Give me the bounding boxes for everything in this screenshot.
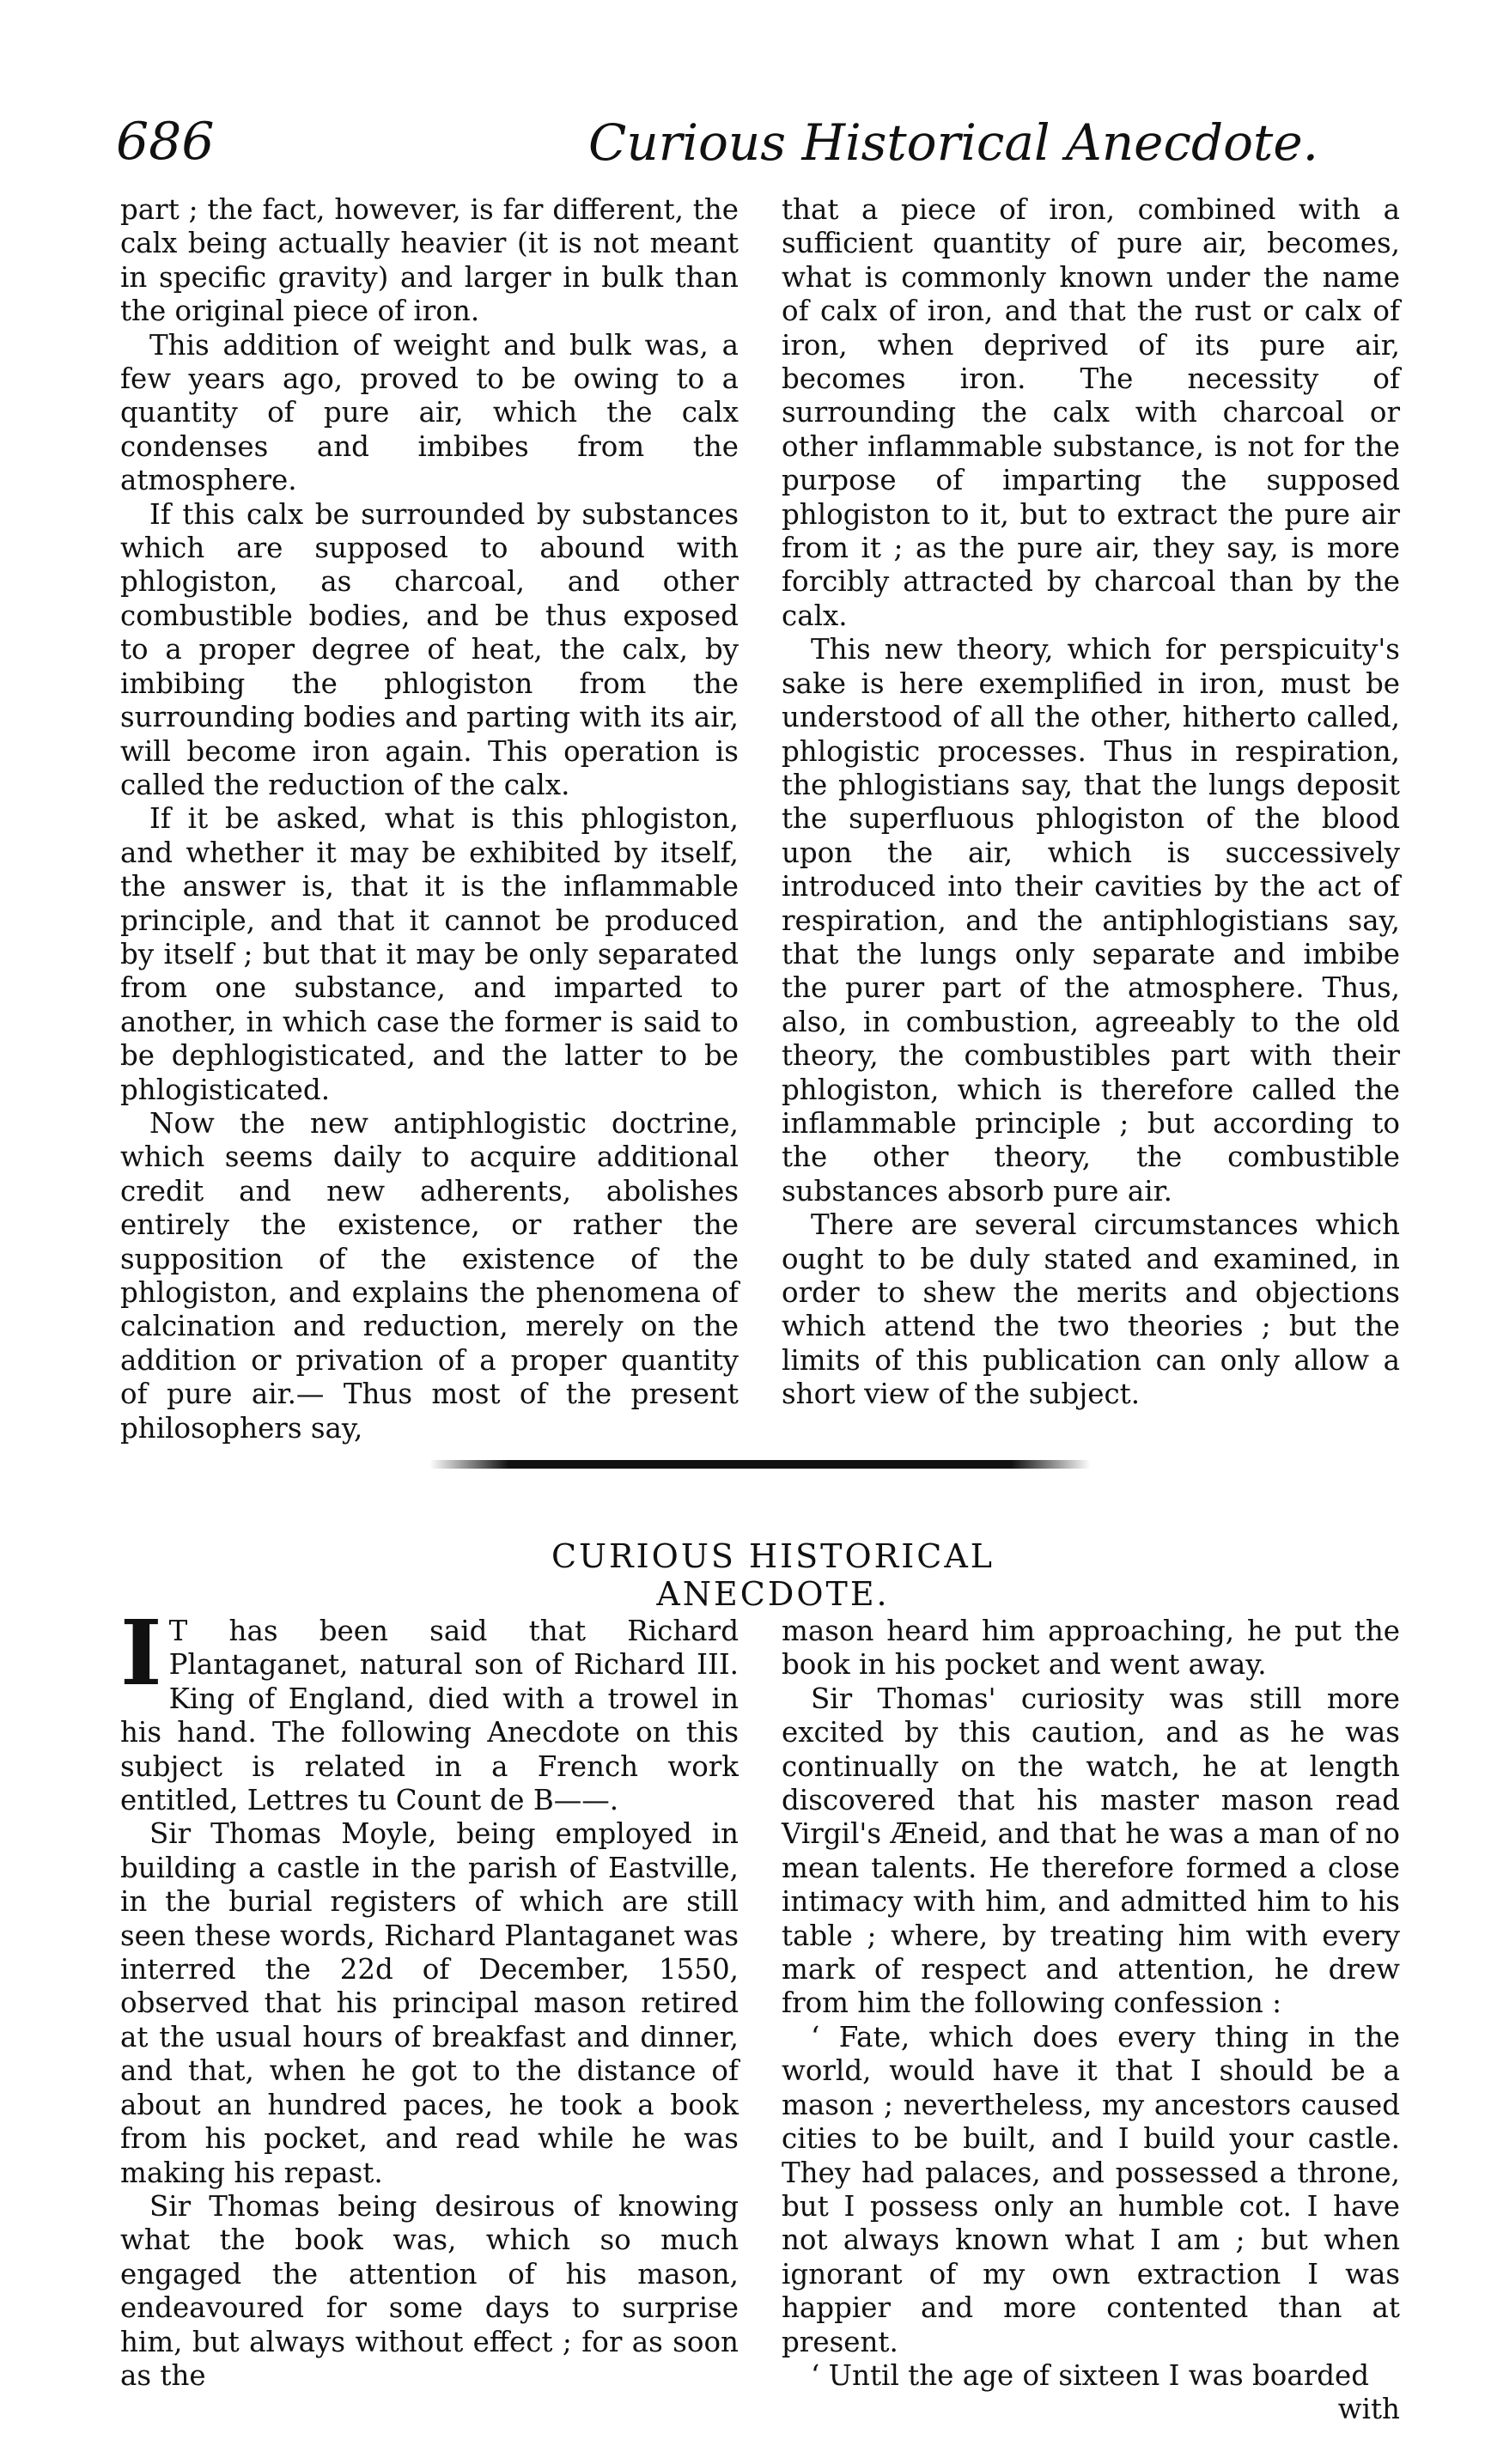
section-heading: CURIOUS HISTORICAL ANECDOTE. [551,1537,995,1613]
paragraph: There are several circumstances which ought to be duly stated and examined, in order to shew the merits and objections which attend the two theories ; but the limits of this publication can only allow a short view of the subject. [782,1208,1400,1411]
paragraph: If this calx be surrounded by substances which are supposed to abound with phlogiston, as charcoal, and other combustible bodies, and be thus exposed to a proper degree of heat, the calx, by imbibing the phlogiston from the surrounding bodies and parting with its air, will become iron again. This operation is called the reduction of the calx. [120,497,739,801]
section-divider-rule [429,1460,1091,1469]
catchword: with [1337,2393,1400,2426]
page-number: 686 [116,112,215,172]
paragraph: Sir Thomas Moyle, being employed in building a castle in the parish of Eastville, in the burial registers of which are still seen these words, Richard Plantaganet was interred the 22d of December, 1550, observed that his principal mason retired at the usual hours of breakfast and dinner, and that, when he got to the distance of about an hundred paces, he took a book from his pocket, and read while he was making his repast. [120,1817,739,2189]
paragraph: This addition of weight and bulk was, a few years ago, proved to be owing to a quantity of pure air, which the calx condenses and imbibes from the atmosphere. [120,328,739,497]
paragraph: This new theory, which for perspicuity's sake is here exemplified in iron, must be understood of all the other, hitherto called, phlogistic processes. Thus in respiration, the phlogistians say, that the lungs deposit the superfluous phlogiston of the blood upon the air, which is successively introduced into their cavities by the act of respiration, and the antiphlogistians say, that the lungs only separate and imbibe the purer part of the atmosphere. Thus, also, in combustion, agreeably to the old theory, the combustibles part with their phlogiston, which is therefore called the inflammable principle ; but according to the other theory, the combustible substances absorb pure air. [782,633,1400,1208]
bottom-left-column [120,1600,739,2393]
paragraph: Sir Thomas being desirous of knowing what the book was, which so much engaged the attention of his mason, endeavoured for some days to surprise him, but always without effect ; for as soon as the [120,2189,739,2392]
paragraph: that a piece of iron, combined with a sufficient quantity of pure air, becomes, what is commonly known under the name of calx of iron, and that the rust or calx of iron, when deprived of its pure air, becomes iron. The necessity of surrounding the calx with charcoal or other inflammable substance, is not for the purpose of imparting the supposed phlogiston to it, but to extract the pure air from it ; as the pure air, they say, is more forcibly attracted by charcoal than by the calx. [782,193,1400,632]
running-head [107,103,1396,172]
opening-paragraph-text: T has been said that Richard Plantaganet, natural son of Richard III. King of England, died with a trowel in his hand. The following Anecdote on this subject is related in a French work entitled, Lettres tu Count de B——. [120,1615,739,1817]
top-right-column [782,193,1400,1412]
paragraph: ‘ Fate, which does every thing in the world, would have it that I should be a mason ; nevertheless, my ancestors caused cities to be built, and I build your castle. They had palaces, and possessed a throne, but I possess only an humble cot. I have not always known what I am ; but when ignorant of my own extraction I was happier and more contented than at present. [782,2020,1400,2358]
paragraph: If it be asked, what is this phlogiston, and whether it may be exhibited by itself, the answer is, that it is the inflammable principle, and that it cannot be produced by itself ; but that it may be only separated from one substance, and imparted to another, in which case the former is said to be dephlogisticated, and the latter to be phlogisticated. [120,802,739,1106]
paragraph: Now the new antiphlogistic doctrine, which seems daily to acquire additional credit and new adherents, abolishes entirely the existence, or rather the supposition of the existence of the phlogiston, and explains the phenomena of calcination and reduction, merely on the addition or privation of a proper quantity of pure air.— Thus most of the present philosophers say, [120,1106,739,1445]
top-left-column [120,193,739,1445]
paragraph: ‘ Until the age of sixteen I was boarded [811,2358,1370,2392]
paragraph: Sir Thomas' curiosity was still more excited by this caution, and as he was continually on the watch, he at length discovered that his master mason read Virgil's Æneid, and that he was a man of no mean talents. He therefore formed a close intimacy with him, and admitted him to his table ; where, by treating him with every mark of respect and attention, he drew from him the following confession : [782,1682,1400,2020]
opening-paragraph [120,1600,739,1817]
bottom-right-column [782,1615,1400,2427]
paragraph: mason heard him approaching, he put the book in his pocket and went away. [782,1615,1400,1682]
drop-cap: I [120,1600,162,1706]
paragraph: part ; the fact, however, is far different, the calx being actually heavier (it is not meant in specific gravity) and larger in bulk than the original piece of iron. [120,193,739,328]
running-title: Curious Historical Anecdote. [588,113,1319,172]
